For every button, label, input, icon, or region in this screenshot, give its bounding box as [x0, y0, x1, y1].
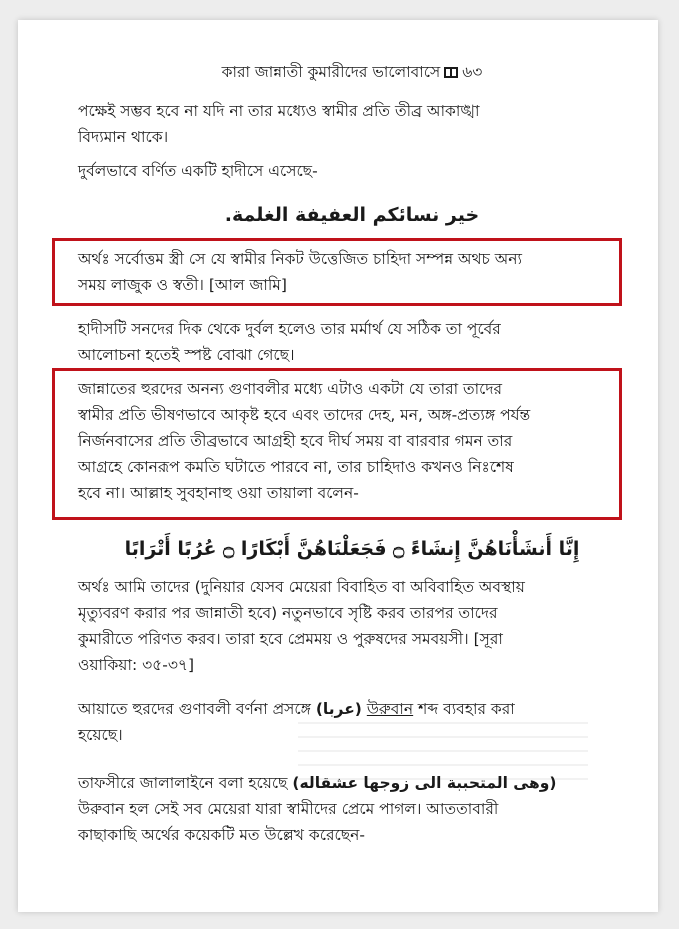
running-title: কারা জান্নাতী কুমারীদের ভালোবাসে [221, 63, 441, 81]
paragraph-5 [78, 696, 626, 748]
p6-text-end: উরুবান হল সেই সব মেয়েরা যারা স্বামীদের প্রেমে পাগল। আততাবারী কাছাকাছি অর্থের কয়েকটি মত উল্লেখ করেছেন- [78, 800, 499, 844]
paragraph-6 [78, 770, 626, 848]
p5-text-start: আয়াতে হুরদের গুণাবলী বর্ণনা প্রসঙ্গে [78, 700, 316, 718]
underlined-word: উরুবান [366, 700, 414, 718]
page-number: ৬৩ [462, 63, 483, 81]
p5-text-end: শব্দ ব্যবহার করা হয়েছে। [78, 700, 515, 744]
p5-arabic-word: (عربا) [315, 700, 362, 718]
arabic-hadith: خير نسائكم العفيفة الغلمة. [224, 204, 480, 226]
book-icon [444, 67, 458, 78]
page-header [78, 60, 626, 84]
p6-arabic-quote: (وهى المتحببة الى زوجها عشقاله) [292, 774, 557, 792]
paragraph-2: দুর্বলভাবে বর্ণিত একটি হাদীসে এসেছে- [78, 162, 318, 180]
p6-text-start: তাফসীরে জালালাইনে বলা হয়েছে [78, 774, 293, 792]
hadith-meaning: অর্থঃ সর্বোত্তম স্ত্রী সে যে স্বামীর নিকট উত্তেজিত চাহিদা সম্পন্ন অথচ অন্য সময় লাজুক ও স্বতী। [আল জামি] [78, 250, 522, 294]
paragraph-1: পক্ষেই সম্ভব হবে না যদি না তার মধ্যেও স্বামীর প্রতি তীব্র আকাঙ্খা বিদ্যমান থাকে। [78, 102, 480, 146]
book-page [18, 20, 658, 912]
houri-qualities-paragraph: জান্নাতের হুরদের অনন্য গুণাবলীর মধ্যে এটাও একটা যে তারা তাদের স্বামীর প্রতি ভীষণভাবে আকৃষ্ট হবে এবং তাদের দেহ, মন, অঙ্গ-প্রত্যঙ্গ পর্যন্ত নির্জনবাসের প্রতি তীব্রভাবে আগ্রহী হবে দীর্ঘ সময় বা বারবার গমন তার আগ্রহে কোনরূপ কমতি ঘটাতে পারবে না, তার চাহিদাও কখনও নিঃশেষ হবে না। আল্লাহ সুবহানাহু ওয়া তায়ালা বলেন- [78, 380, 531, 502]
paragraph-3: হাদীসটি সনদের দিক থেকে দুর্বল হলেও তার মর্মার্থ যে সঠিক তা পূর্বের আলোচনা হতেই স্পষ্ট বোঝা গেছে। [78, 320, 501, 364]
verse-meaning: অর্থঃ আমি তাদের (দুনিয়ার যেসব মেয়েরা বিবাহিত বা অবিবাহিত অবস্থায় মৃত্যুবরণ করার পর জান্নাতী হবে) নতুনভাবে সৃষ্টি করব তারপর তাদের কুমারীতে পরিণত করব। তারা হবে প্রেমময় ও পুরুষদের সমবয়সী। [সূরা ওয়াকিয়া: ৩৫-৩৭] [78, 578, 525, 674]
quran-verse: إِنَّا أَنشَأْنَاهُنَّ إِنشَاءً ۝ فَجَعَلْنَاهُنَّ أَبْكَارًا ۝ عُرُبًا أَتْرَابًا [124, 538, 580, 560]
